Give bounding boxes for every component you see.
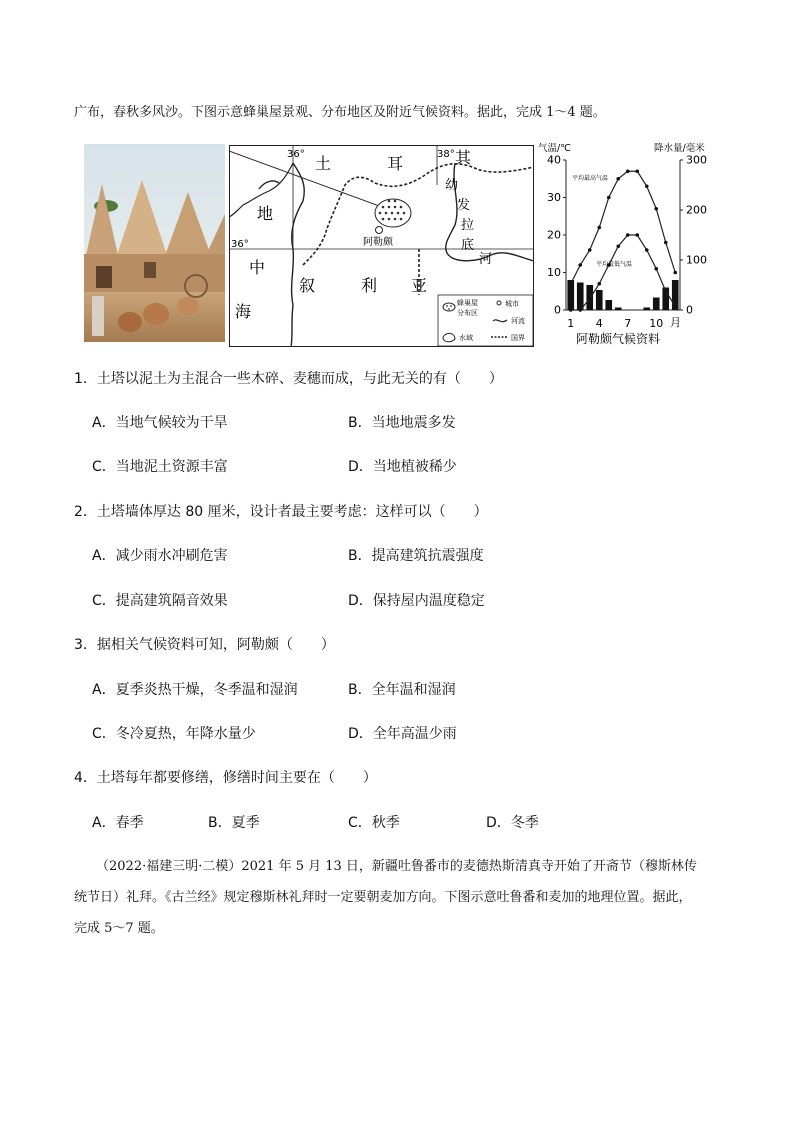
- right-tick-0: 0: [686, 303, 693, 317]
- max-temp-point-12: [673, 271, 677, 275]
- precip-bar-9: [643, 308, 650, 311]
- min-label: 平均最低气温: [596, 261, 633, 268]
- lat-36: 36°: [231, 239, 249, 250]
- min-temp-point-2: [578, 308, 582, 312]
- q1-option-d[interactable]: D．当地植被稀少: [348, 459, 457, 475]
- month-tick-4: 4: [595, 317, 603, 330]
- precip-bar-6: [615, 308, 622, 311]
- min-temp-point-10: [654, 267, 658, 271]
- q2-option-d[interactable]: D．保持屋内温度稳定: [348, 593, 485, 609]
- next-intro-line2: 统节日）礼拜。《古兰经》规定穆斯林礼拜时一定要朝麦加方向。下图示意吐鲁番和麦加的地理位置。据此，: [74, 890, 692, 905]
- max-temp-point-4: [597, 226, 601, 230]
- q4-option-c[interactable]: C．秋季: [348, 815, 400, 831]
- left-tick-40: 40: [547, 153, 561, 167]
- q1-option-b[interactable]: B．当地地震多发: [348, 415, 456, 431]
- max-temp-point-1: [569, 282, 573, 286]
- beehive-house-photo: [84, 144, 225, 342]
- precip-bar-4: [596, 290, 603, 310]
- svg-text:海: 海: [235, 302, 252, 321]
- min-temp-point-6: [616, 244, 620, 248]
- q3-option-c[interactable]: C．冬冷夏热，年降水量少: [92, 726, 256, 742]
- svg-text:叙: 叙: [299, 276, 316, 295]
- left-axis-title: 气温/℃: [538, 143, 571, 154]
- q2-option-b[interactable]: B．提高建筑抗震强度: [348, 548, 484, 564]
- q2-option-a[interactable]: A．减少雨水冲刷危害: [92, 548, 228, 564]
- question-1: 1．土塔以泥土为主混合一些木碎、麦穗而成，与此无关的有（ ）: [74, 371, 503, 387]
- distribution-map: [229, 145, 534, 347]
- month-unit: 月: [670, 316, 681, 329]
- q3-option-d[interactable]: D．全年高温少雨: [348, 726, 457, 742]
- question-2: 2．土塔墙体厚达 80 厘米，设计者最主要考虑：这样可以（ ）: [74, 504, 488, 520]
- left-tick-0: 0: [554, 303, 561, 317]
- q4-option-d[interactable]: D．冬季: [486, 815, 539, 831]
- city-label: 阿勒颇: [363, 237, 393, 248]
- svg-text:发: 发: [457, 198, 471, 213]
- max-label: 平均最高气温: [572, 175, 609, 182]
- svg-text:地: 地: [257, 204, 274, 223]
- svg-text:土: 土: [315, 154, 332, 173]
- min-temp-point-12: [673, 304, 677, 308]
- next-intro-line1: （2022·福建三明·二模）2021 年 5 月 13 日，新疆吐鲁番市的麦德热斯清真寺开始了开斋节（穆斯林传: [96, 859, 697, 874]
- min-temp-line: [571, 235, 676, 310]
- left-tick-20: 20: [547, 228, 561, 242]
- max-temp-point-11: [664, 241, 668, 245]
- min-temp-point-8: [635, 233, 639, 237]
- month-tick-1: 1: [567, 317, 575, 330]
- question-4: 4．土塔每年都要修缮，修缮时间主要在（ ）: [74, 770, 377, 786]
- q3-option-a[interactable]: A．夏季炎热干燥，冬季温和湿润: [92, 682, 298, 698]
- svg-text:其: 其: [455, 148, 472, 167]
- month-tick-10: 10: [649, 317, 664, 330]
- svg-text:分布区: 分布区: [457, 309, 478, 317]
- q1-option-c[interactable]: C．当地泥土资源丰富: [92, 459, 228, 475]
- svg-text:亚: 亚: [411, 276, 428, 295]
- precip-bar-2: [577, 283, 584, 311]
- left-tick-10: 10: [547, 266, 561, 279]
- min-temp-point-3: [588, 297, 592, 301]
- max-temp-point-5: [607, 196, 611, 200]
- min-temp-point-9: [645, 248, 649, 252]
- right-tick-300: 300: [686, 153, 707, 167]
- svg-text:底: 底: [461, 238, 475, 253]
- intro-text: 广布，春秋多风沙。下图示意蜂巢屋景观、分布地区及附近气候资料。据此，完成 1～4 题。: [74, 105, 606, 120]
- svg-text:拉: 拉: [461, 218, 475, 233]
- q1-option-a[interactable]: A．当地气候较为干旱: [92, 415, 228, 431]
- svg-text:河: 河: [479, 252, 493, 267]
- min-temp-point-7: [626, 233, 630, 237]
- svg-text:河流: 河流: [511, 317, 525, 325]
- right-tick-200: 200: [686, 203, 707, 217]
- svg-text:城市: 城市: [505, 300, 519, 308]
- max-temp-point-10: [654, 207, 658, 211]
- max-temp-point-7: [626, 169, 630, 173]
- min-temp-point-11: [664, 289, 668, 293]
- q2-option-c[interactable]: C．提高建筑隔音效果: [92, 593, 228, 609]
- q3-option-b[interactable]: B．全年温和湿润: [348, 682, 456, 698]
- question-3: 3．据相关气候资料可知，阿勒颇（ ）: [74, 637, 335, 653]
- max-temp-point-9: [645, 184, 649, 188]
- precip-bar-10: [653, 298, 660, 311]
- svg-text:中: 中: [249, 258, 266, 277]
- svg-text:幼: 幼: [445, 178, 459, 193]
- climate-caption: 阿勒颇气候资料: [576, 332, 661, 346]
- svg-text:利: 利: [361, 276, 378, 295]
- svg-text:蜂巢屋: 蜂巢屋: [457, 299, 478, 307]
- max-temp-point-3: [588, 248, 592, 252]
- lon-38: 38°: [437, 149, 455, 160]
- max-temp-point-6: [616, 177, 620, 181]
- month-tick-7: 7: [624, 317, 632, 330]
- svg-text:国界: 国界: [511, 334, 525, 342]
- climate-chart: [536, 140, 720, 348]
- precip-bar-5: [605, 300, 612, 310]
- next-intro-line3: 完成 5～7 题。: [74, 921, 164, 936]
- q4-option-a[interactable]: A．春季: [92, 815, 144, 831]
- right-axis-title: 降水量/毫米: [654, 143, 705, 154]
- lon-36: 36°: [287, 149, 305, 160]
- min-temp-point-4: [597, 282, 601, 286]
- min-temp-point-1: [569, 308, 573, 312]
- left-tick-30: 30: [547, 191, 561, 204]
- svg-text:水域: 水域: [459, 334, 473, 342]
- q4-option-b[interactable]: B．夏季: [208, 815, 260, 831]
- right-tick-100: 100: [686, 253, 707, 267]
- max-temp-point-8: [635, 169, 639, 173]
- max-temp-point-2: [578, 263, 582, 267]
- svg-text:耳: 耳: [387, 154, 404, 173]
